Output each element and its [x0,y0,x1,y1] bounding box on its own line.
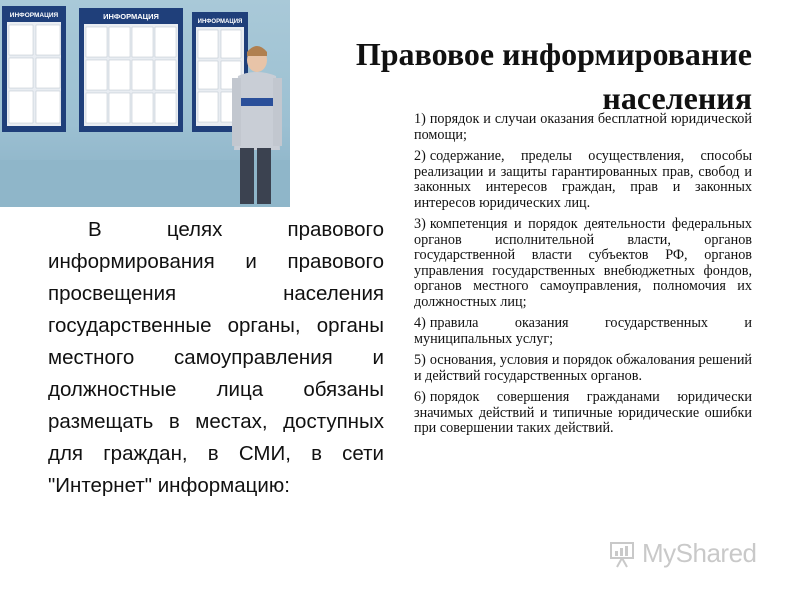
list-item [414,112,752,143]
svg-text:ИНФОРМАЦИЯ: ИНФОРМАЦИЯ [103,12,159,21]
information-list [414,112,752,443]
list-item-number: 2) [414,148,426,164]
list-item [414,316,752,347]
list-item-text: порядок и случаи оказания бесплатной юридической помощи; [414,111,752,143]
list-item-text: правила оказания государственных и муниципальных услуг; [414,315,752,347]
board-documents [9,25,241,123]
title-line-2: населения [602,80,752,116]
list-item-number: 3) [414,216,426,232]
page-title [282,32,752,120]
list-item-number: 1) [414,111,426,127]
list-item [414,149,752,211]
watermark-text: MyShared [642,538,757,568]
title-line-1: Правовое информирование [355,36,752,72]
list-item [414,353,752,384]
list-item-text: компетенция и порядок деятельности федеральных органов исполнительной власти, органов государственной власти субъектов РФ, органов управления государственных внебюджетных фондов, органов местного самоуправления, полномочия их должностных лиц; [414,216,752,310]
list-item [414,390,752,437]
list-item-text: содержание, пределы осуществления, способы реализации и защиты гарантированных прав, свобод и законных интересов граждан, прав и законных интересов юридических лиц. [414,148,752,211]
svg-text:ИНФОРМАЦИЯ: ИНФОРМАЦИЯ [9,12,59,19]
list-item-number: 5) [414,352,426,368]
list-item [414,217,752,310]
list-item-number: 6) [414,389,426,405]
lead-paragraph: В целях правового информирования и правового просвещения населения государственные органы, органы местного самоуправления и должностные лица обязаны размещать в местах, доступных для граждан, в СМИ, в сети "Интернет" информацию: [48,218,384,497]
list-item-text: порядок совершения гражданами юридически значимых действий и типичные юридические ошибки при совершении таких действий. [414,389,752,436]
list-item-text: основания, условия и порядок обжалования решений и действий государственных органов. [414,352,752,384]
watermark [608,538,757,569]
list-item-number: 4) [414,315,426,331]
svg-text:ИНФОРМАЦИЯ: ИНФОРМАЦИЯ [197,19,243,25]
presentation-board-icon [608,539,638,569]
photo-illustration [0,0,290,207]
info-stand-photo [0,0,290,207]
